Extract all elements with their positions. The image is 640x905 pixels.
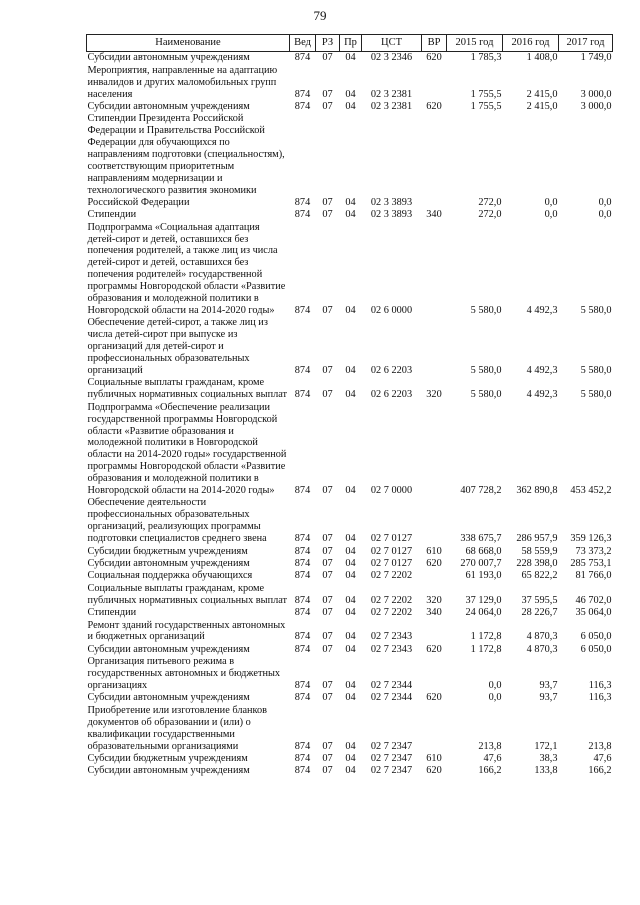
row-cst: 02 3 2381 <box>370 88 413 100</box>
row-amount-2017: 6 050,0 <box>580 643 612 655</box>
row-vr <box>422 113 447 209</box>
row-cst: 02 7 0127 <box>370 533 413 545</box>
table-row <box>87 401 613 497</box>
row-vr: 620 <box>426 643 442 655</box>
row-rz: 07 <box>322 631 333 643</box>
row-pr: 04 <box>345 304 356 316</box>
row-pr: 04 <box>345 88 356 100</box>
header-pr: Пр <box>340 35 362 52</box>
row-cst: 02 7 0127 <box>370 545 413 557</box>
row-amount-2017: 6 050,0 <box>580 631 612 643</box>
row-vr <box>422 656 447 692</box>
row-pr: 04 <box>345 52 356 64</box>
row-cst: 02 7 2343 <box>370 643 413 655</box>
row-amount-2016: 28 226,7 <box>521 607 558 619</box>
row-name: Субсидии автономным учреждениям <box>87 765 250 777</box>
table-row <box>87 377 613 401</box>
row-pr: 04 <box>345 533 356 545</box>
row-rz: 07 <box>322 557 333 569</box>
row-pr: 04 <box>345 631 356 643</box>
row-rz: 07 <box>322 209 333 221</box>
row-name: Субсидии бюджетным учреждениям <box>87 545 248 557</box>
row-vr: 610 <box>426 752 442 764</box>
row-rz: 07 <box>322 594 333 606</box>
table-row <box>87 64 613 100</box>
row-name: Обеспечение деятельности профессиональных образовательных организаций, реализующих программы подготовки специалистов среднего звена <box>87 497 267 545</box>
header-2016: 2016 год <box>503 35 559 52</box>
row-cst: 02 6 0000 <box>370 304 413 316</box>
table-row <box>87 545 613 557</box>
row-cst: 02 7 2202 <box>370 594 413 606</box>
row-amount-2015: 407 728,2 <box>460 485 502 497</box>
row-amount-2015: 37 129,0 <box>465 594 502 606</box>
table-header <box>87 35 613 52</box>
table-row <box>87 692 613 704</box>
row-name: Ремонт зданий государственных автономных и бюджетных организаций <box>87 619 286 643</box>
row-amount-2017: 3 000,0 <box>580 88 612 100</box>
row-pr: 04 <box>345 594 356 606</box>
row-cst: 02 7 0127 <box>370 557 413 569</box>
row-rz: 07 <box>322 740 333 752</box>
row-name: Субсидии автономным учреждениям <box>87 52 250 64</box>
row-vr: 340 <box>426 209 442 221</box>
header-2015: 2015 год <box>447 35 503 52</box>
table-row <box>87 765 613 777</box>
row-amount-2015: 24 064,0 <box>465 607 502 619</box>
row-name: Субсидии автономным учреждениям <box>87 692 250 704</box>
row-pr: 04 <box>345 101 356 113</box>
row-amount-2016: 4 870,3 <box>526 631 558 643</box>
row-cst: 02 3 2346 <box>370 52 413 64</box>
row-ved: 874 <box>294 101 311 113</box>
row-amount-2015: 272,0 <box>478 209 502 221</box>
row-amount-2017: 359 126,3 <box>570 533 612 545</box>
row-cst: 02 3 3893 <box>370 209 413 221</box>
budget-table <box>86 34 613 777</box>
row-amount-2016: 133,8 <box>534 765 558 777</box>
row-vr: 320 <box>426 594 442 606</box>
row-ved: 874 <box>294 643 311 655</box>
row-amount-2017: 81 766,0 <box>575 570 612 582</box>
row-ved: 874 <box>294 692 311 704</box>
row-vr <box>422 221 447 317</box>
row-cst: 02 7 2347 <box>370 740 413 752</box>
row-vr: 610 <box>426 545 442 557</box>
row-amount-2016: 65 822,2 <box>521 570 558 582</box>
row-cst: 02 7 2344 <box>370 692 413 704</box>
row-amount-2017: 5 580,0 <box>580 304 612 316</box>
row-vr <box>422 317 447 377</box>
row-ved: 874 <box>294 545 311 557</box>
row-pr: 04 <box>345 557 356 569</box>
row-amount-2016: 1 408,0 <box>526 52 558 64</box>
row-amount-2015: 338 675,7 <box>460 533 502 545</box>
table-row <box>87 101 613 113</box>
row-ved: 874 <box>294 631 311 643</box>
row-name: Социальные выплаты гражданам, кроме публичных нормативных социальных выплат <box>87 377 288 401</box>
row-ved: 874 <box>294 304 311 316</box>
row-rz: 07 <box>322 485 333 497</box>
row-cst: 02 7 2343 <box>370 631 413 643</box>
table-row <box>87 607 613 619</box>
table-row <box>87 582 613 606</box>
row-amount-2017: 0,0 <box>598 209 612 221</box>
row-cst: 02 7 2202 <box>370 607 413 619</box>
row-ved: 874 <box>294 607 311 619</box>
row-pr: 04 <box>345 643 356 655</box>
row-ved: 874 <box>294 364 311 376</box>
row-name: Субсидии автономным учреждениям <box>87 557 250 569</box>
row-pr: 04 <box>345 364 356 376</box>
row-rz: 07 <box>322 304 333 316</box>
row-rz: 07 <box>322 680 333 692</box>
row-cst: 02 7 2344 <box>370 680 413 692</box>
row-ved: 874 <box>294 765 311 777</box>
row-amount-2017: 213,8 <box>588 740 612 752</box>
row-vr: 340 <box>426 607 442 619</box>
row-ved: 874 <box>294 209 311 221</box>
row-cst: 02 7 2347 <box>370 752 413 764</box>
row-ved: 874 <box>294 533 311 545</box>
row-amount-2015: 213,8 <box>478 740 502 752</box>
row-amount-2016: 0,0 <box>544 196 558 208</box>
table-row <box>87 656 613 692</box>
row-amount-2017: 35 064,0 <box>575 607 612 619</box>
row-rz: 07 <box>322 752 333 764</box>
row-amount-2016: 37 595,5 <box>521 594 558 606</box>
row-cst: 02 3 3893 <box>370 196 413 208</box>
row-amount-2016: 4 492,3 <box>526 304 558 316</box>
row-name: Приобретение или изготовление бланков документов об образовании и (или) о квалификации государственными образовательными организациями <box>87 704 268 752</box>
row-pr: 04 <box>345 752 356 764</box>
row-vr: 620 <box>426 692 442 704</box>
row-amount-2016: 93,7 <box>539 692 558 704</box>
row-vr <box>422 497 447 545</box>
row-amount-2016: 4 492,3 <box>526 364 558 376</box>
row-ved: 874 <box>294 485 311 497</box>
table-row <box>87 317 613 377</box>
row-name: Стипендии Президента Российской Федерации и Правительства Российской Федерации для обучающихся по направлениям подготовки (специальностям), соответствующим приоритетным направлениям модернизации и технологического развития экономики Российской Федерации <box>87 113 285 208</box>
row-vr: 620 <box>426 765 442 777</box>
row-amount-2015: 270 007,7 <box>460 557 502 569</box>
table-row <box>87 570 613 582</box>
row-ved: 874 <box>294 570 311 582</box>
row-amount-2017: 46 702,0 <box>575 594 612 606</box>
row-name: Субсидии автономным учреждениям <box>87 643 250 655</box>
row-vr <box>422 619 447 643</box>
row-ved: 874 <box>294 88 311 100</box>
row-rz: 07 <box>322 765 333 777</box>
row-name: Субсидии бюджетным учреждениям <box>87 752 248 764</box>
row-amount-2015: 5 580,0 <box>470 389 502 401</box>
row-amount-2015: 1 172,8 <box>470 643 502 655</box>
row-amount-2015: 0,0 <box>488 692 502 704</box>
row-ved: 874 <box>294 52 311 64</box>
row-pr: 04 <box>345 209 356 221</box>
row-amount-2016: 2 415,0 <box>526 101 558 113</box>
row-amount-2017: 5 580,0 <box>580 389 612 401</box>
row-ved: 874 <box>294 389 311 401</box>
row-amount-2015: 5 580,0 <box>470 364 502 376</box>
row-amount-2016: 362 890,8 <box>516 485 558 497</box>
row-vr <box>422 401 447 497</box>
table-row <box>87 643 613 655</box>
row-amount-2015: 61 193,0 <box>465 570 502 582</box>
table-row <box>87 619 613 643</box>
table-row <box>87 752 613 764</box>
row-name: Мероприятия, направленные на адаптацию инвалидов и других маломобильных групп населения <box>87 64 278 100</box>
row-pr: 04 <box>345 765 356 777</box>
row-rz: 07 <box>322 570 333 582</box>
row-cst: 02 6 2203 <box>370 364 413 376</box>
row-amount-2017: 0,0 <box>598 196 612 208</box>
row-amount-2015: 47,6 <box>483 752 502 764</box>
header-2017: 2017 год <box>559 35 613 52</box>
row-amount-2015: 1 755,5 <box>470 88 502 100</box>
row-amount-2017: 116,3 <box>588 692 612 704</box>
row-pr: 04 <box>345 680 356 692</box>
row-amount-2016: 2 415,0 <box>526 88 558 100</box>
row-amount-2015: 1 755,5 <box>470 101 502 113</box>
header-ved: Вед <box>290 35 316 52</box>
row-name: Стипендии <box>87 209 137 221</box>
row-amount-2016: 0,0 <box>544 209 558 221</box>
header-vr: ВР <box>422 35 447 52</box>
row-amount-2016: 38,3 <box>539 752 558 764</box>
row-pr: 04 <box>345 740 356 752</box>
row-vr: 620 <box>426 101 442 113</box>
row-pr: 04 <box>345 389 356 401</box>
row-vr <box>422 704 447 752</box>
row-amount-2017: 116,3 <box>588 680 612 692</box>
row-amount-2017: 47,6 <box>593 752 612 764</box>
row-pr: 04 <box>345 196 356 208</box>
row-name: Подпрограмма «Социальная адаптация детей-сирот и детей, оставшихся без попечения родителей, а также лиц из числа детей-сирот и детей, оставшихся без попечения родителей» государственной программы Новгородской области «Развитие образования и молодежной политики в Новгородской области на 2014-2020 годы» <box>87 221 286 316</box>
row-pr: 04 <box>345 485 356 497</box>
row-rz: 07 <box>322 101 333 113</box>
row-amount-2016: 228 398,0 <box>516 557 558 569</box>
header-name: Наименование <box>87 35 290 52</box>
row-amount-2017: 1 749,0 <box>580 52 612 64</box>
page-number: 79 <box>313 8 327 23</box>
row-amount-2017: 166,2 <box>588 765 612 777</box>
row-ved: 874 <box>294 680 311 692</box>
row-amount-2016: 4 492,3 <box>526 389 558 401</box>
row-rz: 07 <box>322 196 333 208</box>
row-cst: 02 7 0000 <box>370 485 413 497</box>
row-cst: 02 3 2381 <box>370 101 413 113</box>
table-row <box>87 113 613 209</box>
row-cst: 02 6 2203 <box>370 389 413 401</box>
row-amount-2015: 272,0 <box>478 196 502 208</box>
table-row <box>87 51 613 64</box>
row-amount-2016: 172,1 <box>534 740 558 752</box>
row-cst: 02 7 2347 <box>370 765 413 777</box>
row-amount-2015: 1 172,8 <box>470 631 502 643</box>
row-rz: 07 <box>322 533 333 545</box>
row-rz: 07 <box>322 643 333 655</box>
row-ved: 874 <box>294 740 311 752</box>
row-rz: 07 <box>322 364 333 376</box>
row-ved: 874 <box>294 557 311 569</box>
row-amount-2016: 4 870,3 <box>526 643 558 655</box>
row-amount-2015: 5 580,0 <box>470 304 502 316</box>
row-amount-2017: 5 580,0 <box>580 364 612 376</box>
row-ved: 874 <box>294 752 311 764</box>
row-rz: 07 <box>322 692 333 704</box>
row-name: Социальные выплаты гражданам, кроме публичных нормативных социальных выплат <box>87 582 288 606</box>
row-ved: 874 <box>294 196 311 208</box>
row-amount-2017: 73 373,2 <box>575 545 612 557</box>
row-vr: 320 <box>426 389 442 401</box>
row-name: Социальная поддержка обучающихся <box>87 570 253 582</box>
row-cst: 02 7 2202 <box>370 570 413 582</box>
row-amount-2015: 1 785,3 <box>470 52 502 64</box>
row-amount-2015: 0,0 <box>488 680 502 692</box>
row-vr: 620 <box>426 557 442 569</box>
table-row <box>87 209 613 221</box>
row-name: Подпрограмма «Обеспечение реализации государственной программы Новгородской области «Развитие образования и молодежной политики в Новгородской области на 2014-2020 годы» государственной программы Новгородской области «Развитие образования и молодежной политики в Новгородской области на 2014-2020 годы» <box>87 401 287 497</box>
row-name: Организация питьевого режима в государственных автономных и бюджетных организациях <box>87 656 281 692</box>
row-rz: 07 <box>322 88 333 100</box>
row-pr: 04 <box>345 570 356 582</box>
row-rz: 07 <box>322 607 333 619</box>
row-pr: 04 <box>345 545 356 557</box>
header-cst: ЦСТ <box>362 35 422 52</box>
row-amount-2017: 453 452,2 <box>570 485 612 497</box>
table-row <box>87 497 613 545</box>
row-pr: 04 <box>345 607 356 619</box>
row-name: Субсидии автономным учреждениям <box>87 101 250 113</box>
row-rz: 07 <box>322 389 333 401</box>
row-ved: 874 <box>294 594 311 606</box>
row-amount-2017: 3 000,0 <box>580 101 612 113</box>
row-rz: 07 <box>322 545 333 557</box>
row-amount-2015: 166,2 <box>478 765 502 777</box>
row-name: Стипендии <box>87 607 137 619</box>
row-amount-2016: 286 957,9 <box>516 533 558 545</box>
row-amount-2016: 58 559,9 <box>521 545 558 557</box>
row-vr: 620 <box>426 52 442 64</box>
table-body <box>87 51 613 777</box>
row-amount-2017: 285 753,1 <box>570 557 612 569</box>
row-pr: 04 <box>345 692 356 704</box>
row-vr <box>422 64 447 100</box>
table-row <box>87 704 613 752</box>
row-rz: 07 <box>322 52 333 64</box>
row-vr <box>422 570 447 582</box>
header-rz: РЗ <box>316 35 340 52</box>
row-amount-2016: 93,7 <box>539 680 558 692</box>
table-row <box>87 221 613 317</box>
row-amount-2015: 68 668,0 <box>465 545 502 557</box>
row-name: Обеспечение детей-сирот, а также лиц из числа детей-сирот при выпуске из организаций для детей-сирот и профессиональных образовательных организаций <box>87 317 268 376</box>
table-row <box>87 557 613 569</box>
